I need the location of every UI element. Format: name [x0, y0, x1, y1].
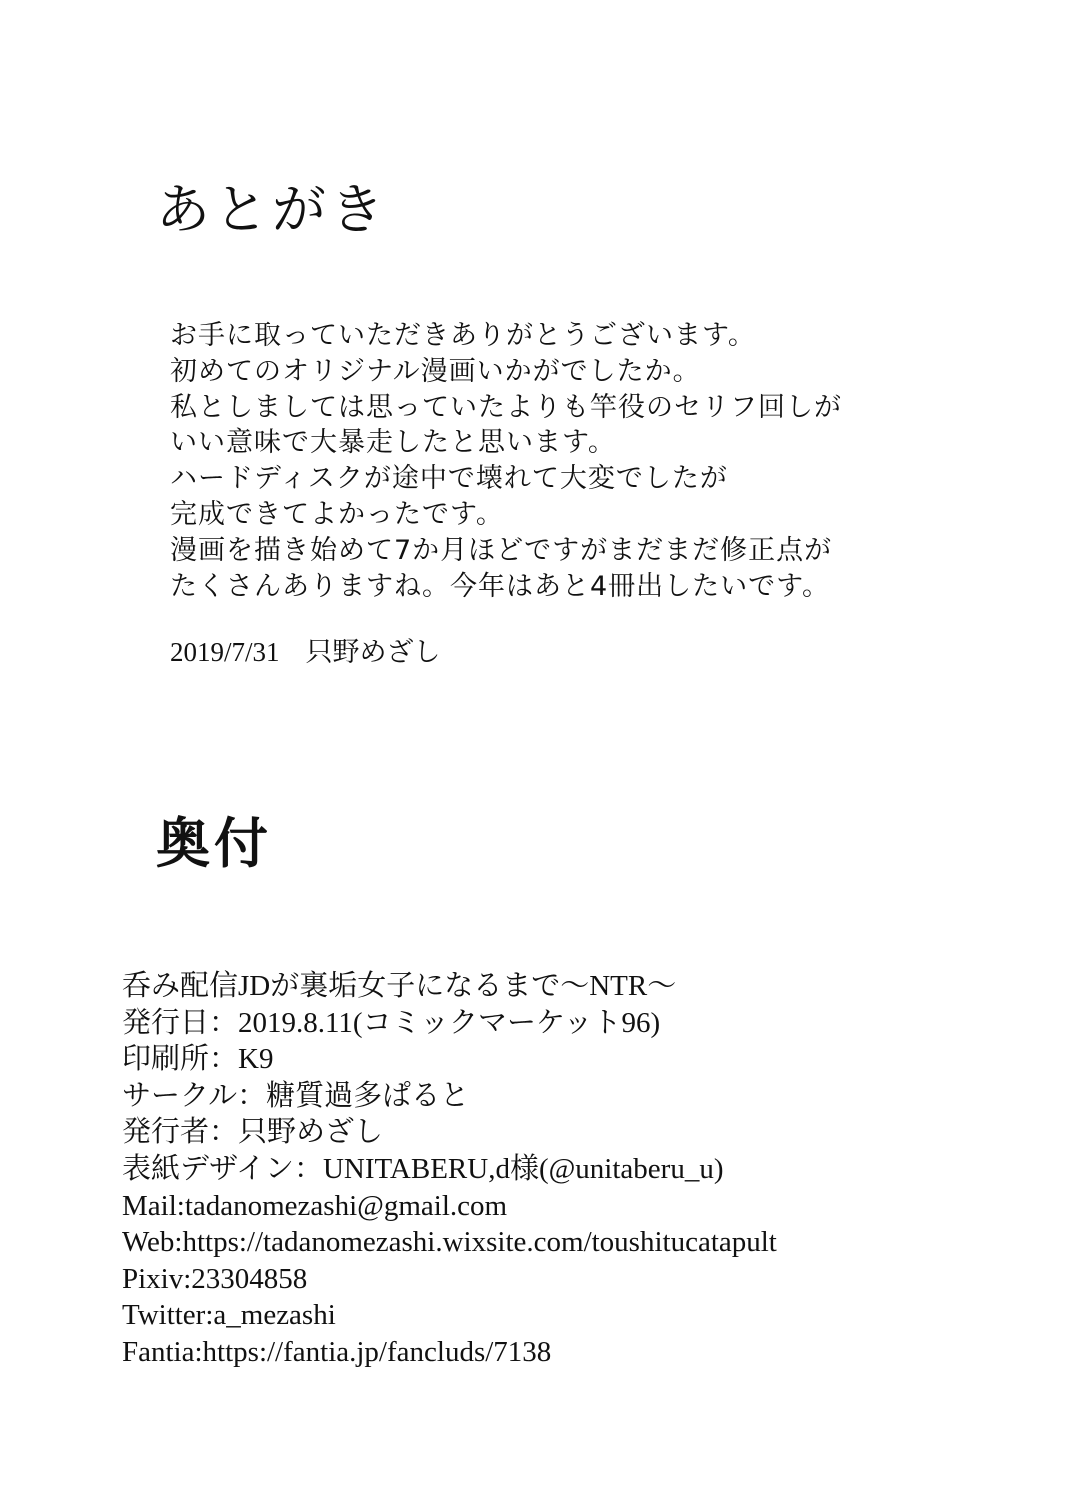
- colophon-mail: Mail:tadanomezashi@gmail.com: [122, 1189, 508, 1222]
- colophon-circle: サークル：糖質過多ぱると: [122, 1079, 470, 1112]
- afterword-line: いい意味で大暴走したと思います。: [170, 427, 616, 459]
- afterword-line: 完成できてよかったです。: [170, 498, 504, 530]
- afterword-line: お手に取っていただきありがとうございます。: [170, 320, 756, 351]
- colophon-body: [122, 968, 1062, 1371]
- signature-author: 只野めざし: [305, 637, 441, 669]
- afterword-signature: [170, 634, 1050, 671]
- afterword-body: [170, 318, 1050, 671]
- colophon-fantia: Fantia:https://fantia.jp/fancluds/7138: [122, 1335, 552, 1368]
- afterword-title: あとがき: [156, 178, 388, 241]
- colophon-title: 奥付: [156, 812, 272, 875]
- colophon-publish-date: 発行日：2019.8.11(コミックマーケット96): [122, 1006, 661, 1039]
- colophon-book-title: 呑み配信JDが裏垢女子になるまで〜NTR〜: [122, 970, 677, 1002]
- afterword-line: ハードディスクが途中で壊れて大変でしたが: [170, 463, 728, 495]
- afterword-line: 初めてのオリジナル漫画いかがでしたか。: [170, 355, 701, 387]
- colophon-printer: 印刷所：K9: [122, 1043, 274, 1076]
- colophon-pixiv: Pixiv:23304858: [122, 1262, 308, 1295]
- afterword-line: たくさんありますね。今年はあと4冊出したいです。: [170, 570, 831, 602]
- afterword-line: 私としましては思っていたよりも竿役のセリフ回しが: [170, 391, 842, 423]
- colophon-twitter: Twitter:a_mezashi: [122, 1299, 336, 1332]
- signature-date: 2019/7/31: [170, 637, 280, 668]
- colophon-web: Web:https://tadanomezashi.wixsite.com/toushitucatapult: [122, 1226, 777, 1259]
- afterword-line: 漫画を描き始めて7か月ほどですがまだまだ修正点が: [170, 534, 833, 566]
- colophon-publisher: 発行者：只野めざし: [122, 1116, 384, 1149]
- colophon-cover-design: 表紙デザイン：UNITABERU,d様(@unitaberu_u): [122, 1152, 724, 1185]
